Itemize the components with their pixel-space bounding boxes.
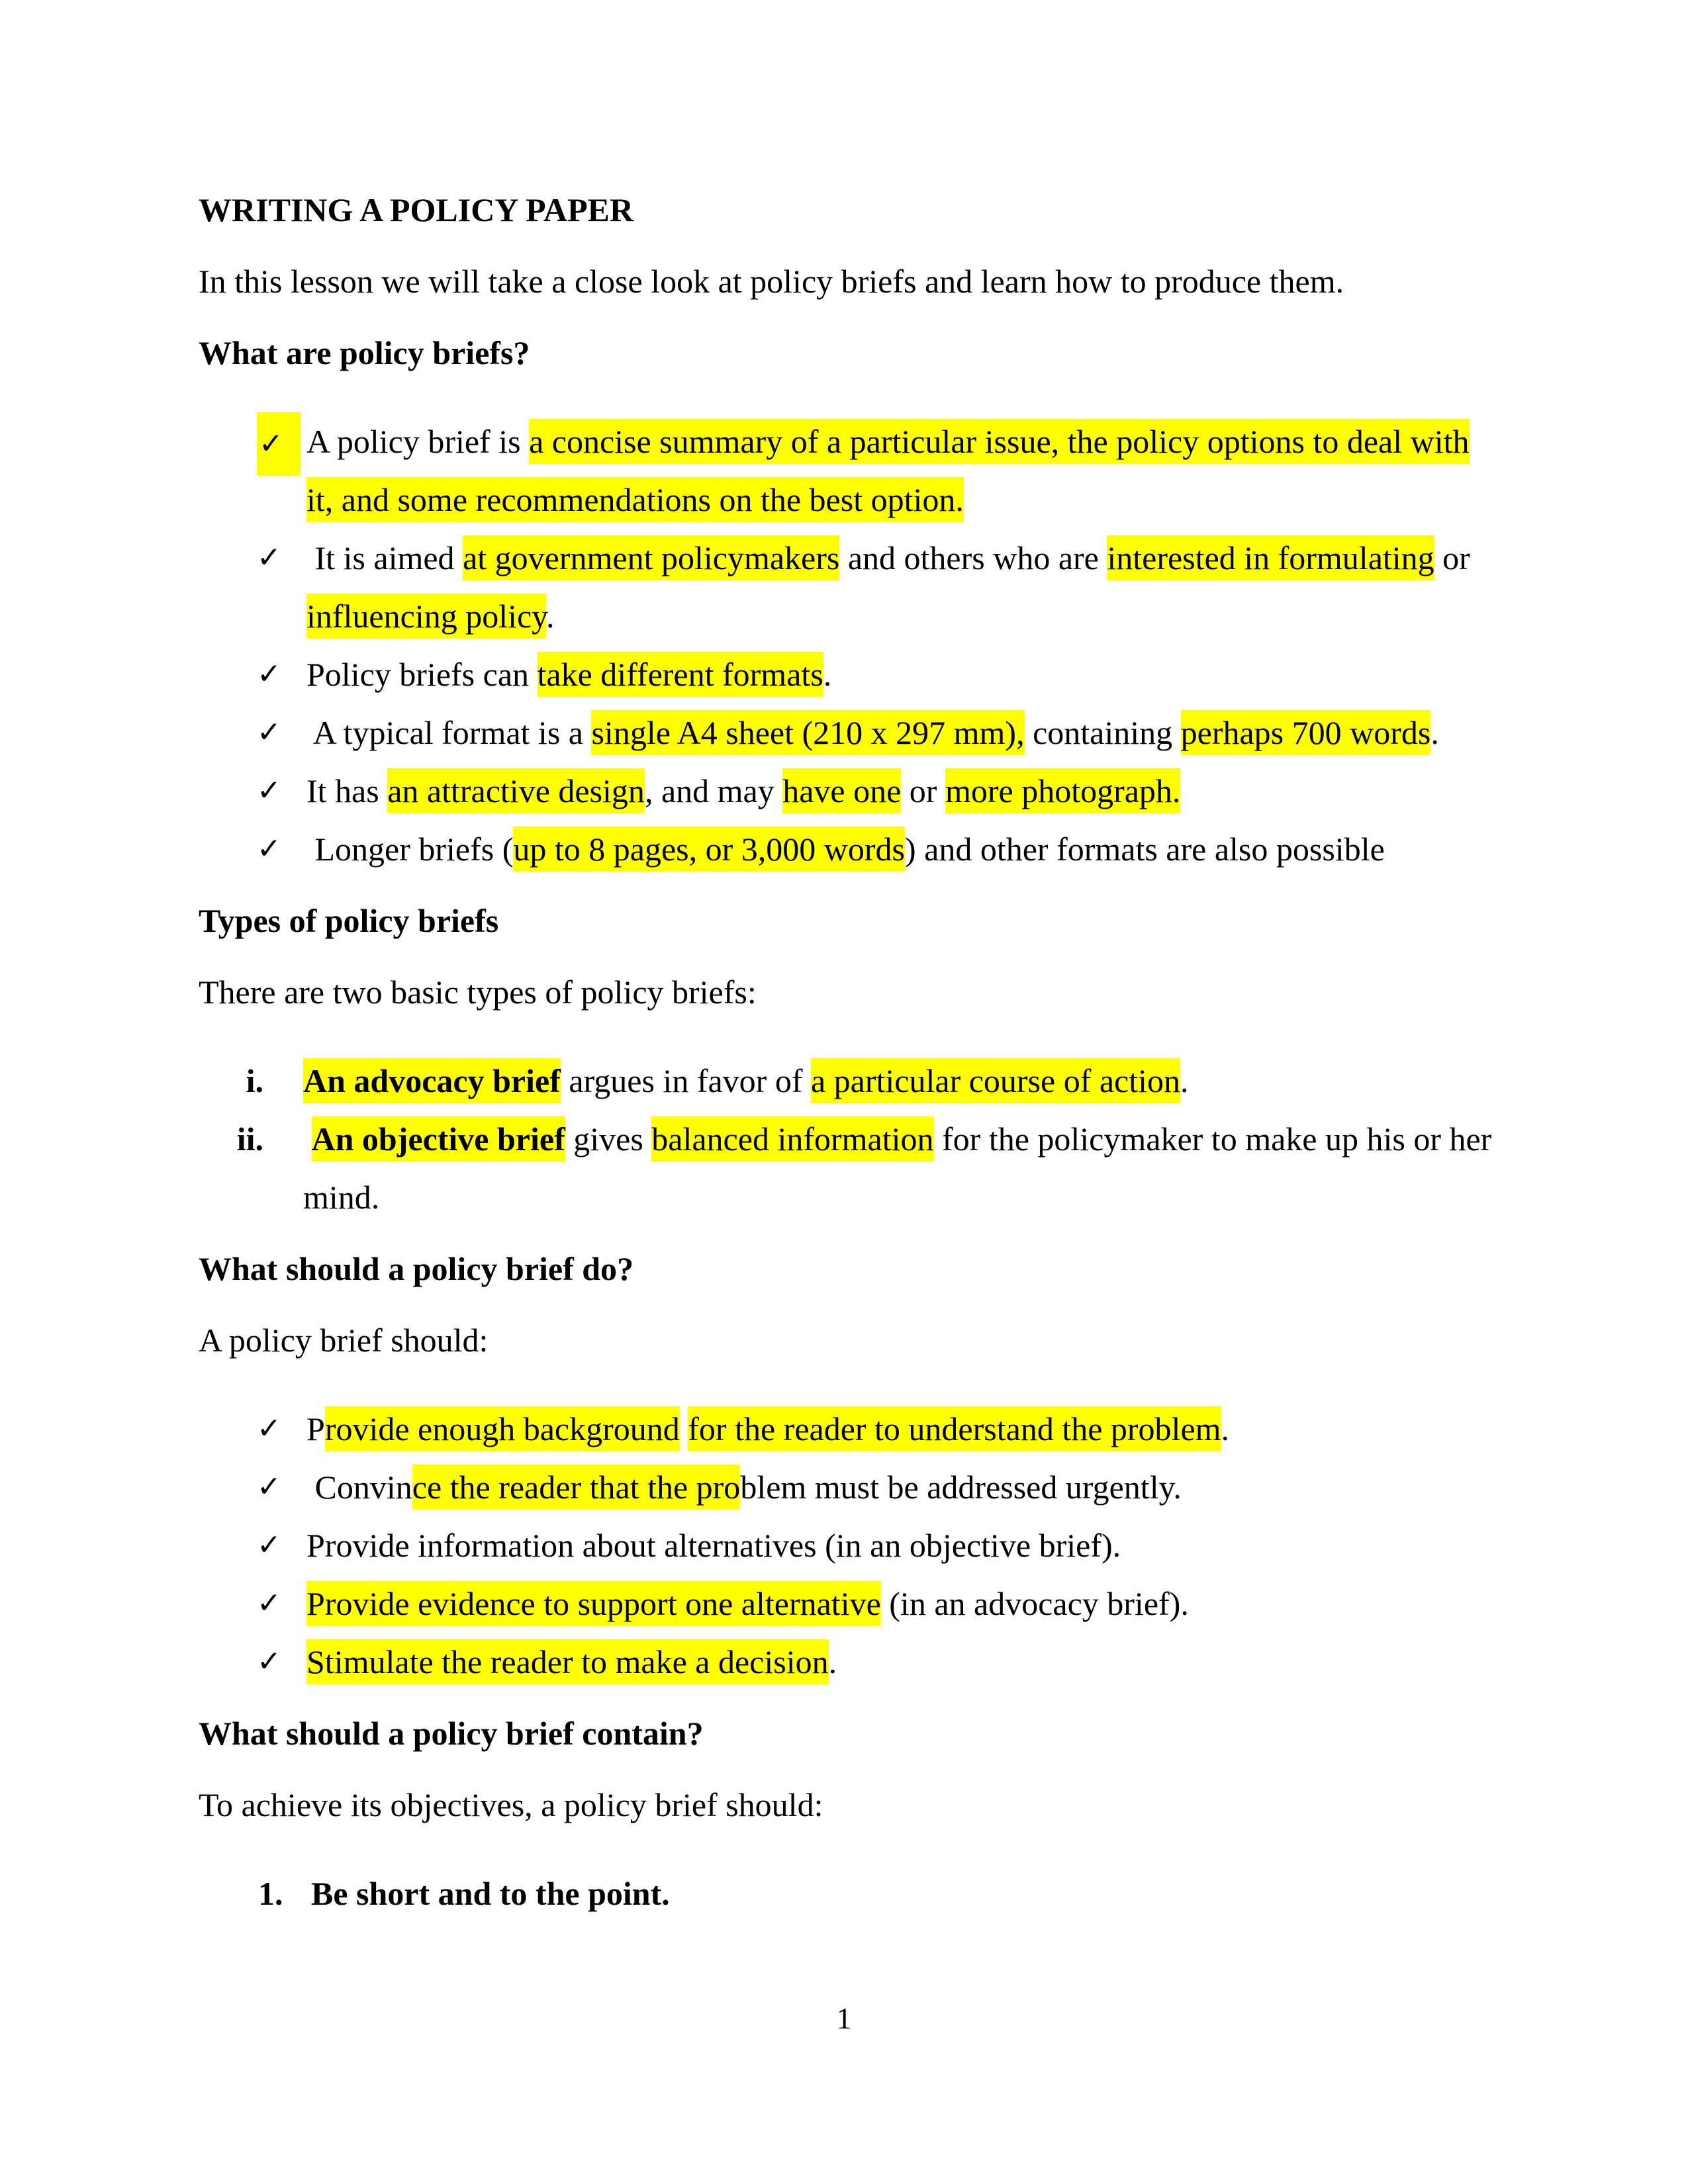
text-run: ) and other formats are also possible [905,831,1385,868]
checkmark-bullet-icon: ✓ [257,774,281,807]
section-heading-what-should-a-policy-brief-contain [199,1704,1493,1762]
list-item [199,820,1493,878]
text-run: A policy brief should: [199,1322,489,1359]
text-run: What are policy briefs? [199,334,530,371]
contain-intro-paragraph [199,1776,1493,1834]
section-heading-what-are-policy-briefs [199,324,1493,382]
list-item [199,1052,1493,1110]
checkmark-bullet-icon: ✓ [257,1586,281,1620]
highlighted-text-run: up to 8 pages, or 3,000 words [513,827,905,872]
text-run: . [1430,714,1439,751]
text-run: gives [565,1120,652,1158]
list-item [199,1458,1493,1516]
text-run: What should a policy brief do [199,1250,618,1287]
text-run: . [1221,1410,1230,1447]
highlighted-text-run: influencing policy [306,594,546,639]
highlighted-text-run: a particular course of action [811,1058,1180,1103]
policy-brief-features-list [199,412,1493,878]
checkmark-bullet-icon: ✓ [257,541,281,574]
list-item [199,704,1493,762]
policy-brief-goals-list [199,1400,1493,1691]
text-run [303,1120,312,1158]
section-heading-types-of-policy-briefs [199,891,1493,950]
text-run: blem must be addressed urgently. [740,1469,1182,1506]
list-item [199,412,1493,471]
list-item [199,1516,1493,1574]
document-content [199,181,1493,1923]
document-title [199,181,1493,239]
highlighted-text-run: Provide evidence to support one alternative [306,1581,881,1626]
checkmark-bullet-icon: ✓ [257,1470,281,1504]
page-number: 1 [836,2001,852,2035]
text-run: A typical format is a [306,714,592,751]
text-run: . [1180,1062,1189,1099]
text-run [680,1410,688,1447]
highlighted-text-run: ce the reader that the pro [412,1465,741,1510]
checkmark-bullet-icon: ✓ [257,1528,281,1562]
text-run: A policy brief is [306,423,530,460]
text-run: To achieve its objectives, a policy brief should: [199,1786,823,1823]
number-marker: 1. [258,1875,283,1912]
list-item [199,1864,1493,1923]
text-run: . [828,1643,837,1680]
highlighted-text-run: An objective brief [312,1116,565,1161]
roman-numeral-marker: i. [246,1062,263,1099]
list-item-continuation [199,587,1493,645]
should-intro-paragraph [199,1311,1493,1369]
list-item [199,762,1493,820]
highlighted-text-run: interested in formulating [1107,535,1434,580]
roman-numeral-marker: ii. [236,1120,263,1158]
checkmark-bullet-icon: ✓ [257,657,281,691]
list-item [199,529,1493,587]
checkmark-bullet-icon: ✓ [257,1645,281,1678]
text-run: It is aimed [306,539,463,576]
highlighted-text-run: rovide enough background [325,1406,680,1451]
highlighted-text-run: take different formats [538,652,823,697]
list-item [199,1400,1493,1458]
text-run: . [545,598,555,635]
text-run: In this lesson we will take a close look at policy briefs and learn how to produce them. [199,263,1344,300]
section-heading-what-should-a-policy-brief-do [199,1240,1493,1298]
highlighted-text-run: an attractive design [387,768,645,813]
highlighted-text-run: single A4 sheet (210 x 297 mm), [591,710,1024,755]
checkmark-bullet-icon: ✓ [257,832,281,866]
text-run: Be short and to the point. [311,1875,670,1912]
highlighted-text-run: An advocacy brief [303,1058,561,1103]
highlighted-text-run: more photograph. [945,768,1180,813]
highlighted-text-run: at government policymakers [463,535,839,580]
text-run: Convin [306,1469,412,1506]
text-run: What should a policy brief contain? [199,1715,704,1752]
highlighted-text-run: it, and some recommendations on the best option. [306,477,964,522]
text-run: Policy briefs can [306,656,538,693]
text-run: . [823,656,832,693]
text-run: containing [1024,714,1181,751]
list-item-continuation [199,1168,1493,1226]
text-run: WRITING A POLICY PAPER [199,191,634,228]
highlighted-text-run: for the reader to understand the problem [688,1406,1221,1451]
list-item-continuation [199,471,1493,529]
contain-numbered-list [199,1864,1493,1923]
text-run: Types of policy briefs [199,902,499,939]
checkmark-bullet-icon: ✓ [257,412,301,476]
text-run: or [1434,539,1470,576]
intro-paragraph [199,252,1493,310]
types-intro-paragraph [199,963,1493,1021]
text-run: and others who are [839,539,1107,576]
brief-types-list [199,1052,1493,1226]
text-run: It has [306,772,388,809]
text-run: Provide information about alternatives (in an objective brief). [306,1527,1121,1564]
highlighted-text-run: Stimulate the reader to make a decision [306,1639,829,1684]
list-item [199,645,1493,704]
text-run: ? [617,1250,634,1287]
text-run: mind. [303,1179,380,1216]
list-item [199,1633,1493,1691]
text-run: P [306,1410,325,1447]
text-run: argues in favor of [560,1062,811,1099]
text-run: for the policymaker to make up his or her [933,1120,1492,1158]
list-item [199,1110,1493,1168]
list-item [199,1574,1493,1633]
text-run: , and may [644,772,783,809]
text-run: There are two basic types of policy briefs: [199,974,757,1011]
highlighted-text-run: have one [782,768,901,813]
highlighted-text-run: perhaps 700 words [1181,710,1431,755]
text-run: (in an advocacy brief). [880,1585,1189,1622]
highlighted-text-run: balanced information [651,1116,933,1161]
checkmark-bullet-icon: ✓ [257,715,281,749]
highlighted-text-run: a concise summary of a particular issue, the policy options to deal with [529,419,1469,464]
text-run: Longer briefs ( [306,831,514,868]
checkmark-bullet-icon: ✓ [257,1412,281,1445]
text-run: or [901,772,945,809]
